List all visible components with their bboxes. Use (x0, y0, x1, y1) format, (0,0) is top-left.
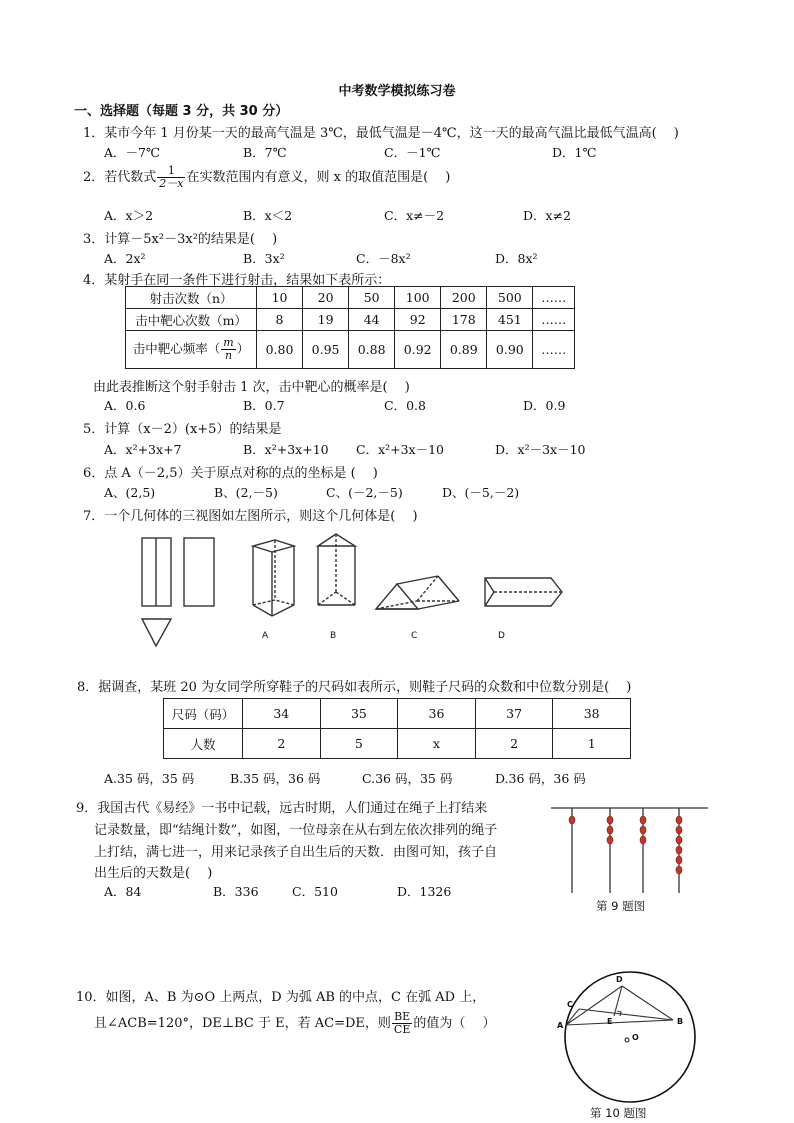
q8-option-a: A.35 码，35 码 (104, 771, 195, 786)
section-heading: 一、选择题（每题 3 分，共 30 分） (74, 104, 289, 119)
q4-cell: 0.90 (487, 331, 533, 369)
q10-caption: 第 10 题图 (590, 1106, 647, 1120)
q2-option-d: D．x≠2 (523, 208, 571, 223)
q4-cell: 20 (303, 287, 349, 309)
q8-row-label: 人数 (164, 729, 243, 759)
q4-cell: 178 (441, 309, 487, 331)
q8-cell: 34 (243, 699, 321, 729)
q9-option-b: B．336 (213, 884, 259, 899)
q10-fraction-num: BE (392, 1011, 412, 1024)
q10-fraction-den: CE (393, 1023, 411, 1036)
label-c: C (567, 1000, 573, 1009)
q8-cell: 37 (475, 699, 553, 729)
q8-option-c: C.36 码，35 码 (362, 771, 453, 786)
q3-stem: 3．计算－5x²－3x²的结果是( ) (83, 232, 278, 247)
q4-cell: 100 (395, 287, 441, 309)
label-b: B (677, 1017, 684, 1026)
q4-cell: 0.95 (303, 331, 349, 369)
q4-row3-label-post: ） (236, 341, 250, 356)
q6-option-c: C、(－2,－5) (326, 485, 403, 500)
q4-option-a: A．0.6 (104, 398, 146, 413)
q8-cell: 38 (553, 699, 631, 729)
q1-stem: 1．某市今年 1 月份某一天的最高气温是 3℃，最低气温是－4℃，这一天的最高气温比最低气温高( ) (83, 126, 679, 141)
q2-option-a: A．x＞2 (104, 208, 154, 223)
q4-cell: 200 (441, 287, 487, 309)
q7-stem: 7．一个几何体的三视图如左图所示，则这个几何体是( ) (83, 509, 418, 524)
segment-ad (566, 986, 622, 1025)
q8-cell: 2 (475, 729, 553, 759)
page-title: 中考数学模拟练习卷 (338, 84, 456, 99)
q10-line-1: 10．如图，A、B 为⊙O 上两点，D 为弧 AB 的中点，C 在弧 AD 上， (76, 990, 486, 1005)
q2-stem-pre: 2．若代数式 (83, 170, 157, 185)
q4-cell: …… (533, 287, 575, 309)
q4-after-text: 由此表推断这个射手射击 1 次，击中靶心的概率是( ) (93, 380, 410, 395)
q6-option-a: A、(2,5) (104, 485, 156, 500)
q4-cell: 451 (487, 309, 533, 331)
q4-cell: 0.92 (395, 331, 441, 369)
q2-option-c: C．x≠－2 (384, 208, 445, 223)
q4-option-c: C．0.8 (384, 398, 426, 413)
q1-option-b: B．7℃ (243, 145, 287, 160)
q5-option-c: C．x²+3x－10 (356, 442, 445, 457)
center-point (625, 1038, 629, 1042)
segment-ab (566, 1020, 673, 1025)
q8-option-b: B.35 码，36 码 (230, 771, 321, 786)
q1-option-d: D．1℃ (552, 145, 597, 160)
q5-option-d: D．x²－3x－10 (495, 442, 586, 457)
q9-caption: 第 9 题图 (596, 899, 646, 913)
q3-option-a: A．2x² (104, 251, 146, 266)
q7-label-a: A (262, 631, 269, 641)
q4-row3-frac-num: m (223, 336, 234, 349)
q8-cell: 2 (243, 729, 321, 759)
q9-option-a: A．84 (104, 884, 142, 899)
q4-stem: 4．某射手在同一条件下进行射击，结果如下表所示： (83, 273, 391, 288)
q4-cell: 10 (257, 287, 303, 309)
q8-cell: 5 (320, 729, 398, 759)
q3-option-c: C．－8x² (356, 251, 411, 266)
q4-cell: 50 (349, 287, 395, 309)
q5-option-b: B．x²+3x+10 (243, 442, 329, 457)
q4-option-d: D．0.9 (523, 398, 566, 413)
q4-cell: …… (533, 331, 575, 369)
q9-line-2: 记录数量，即“结绳计数”，如图，一位母亲在从右到左依次排列的绳子 (94, 823, 498, 838)
q4-row3-frac-den: n (224, 349, 233, 362)
q4-cell: 500 (487, 287, 533, 309)
q3-option-b: B．3x² (243, 251, 285, 266)
q4-row-label: 射击次数（n） (126, 287, 257, 309)
q8-cell: 1 (553, 729, 631, 759)
q8-option-d: D.36 码，36 码 (495, 771, 586, 786)
q9-line-1: 9．我国古代《易经》一书中记载，远古时期，人们通过在绳子上打结来 (76, 801, 488, 816)
q4-cell: 0.88 (349, 331, 395, 369)
q2-option-b: B．x＜2 (243, 208, 293, 223)
q5-option-a: A．x²+3x+7 (104, 442, 182, 457)
q4-cell: 19 (303, 309, 349, 331)
q4-cell: 44 (349, 309, 395, 331)
q9-line-3: 上打结，满七进一，用来记录孩子自出生后的天数．由图可知，孩子自 (94, 845, 498, 860)
label-d: D (616, 975, 623, 984)
q10-line-2-post: 的值为（ ） (413, 1016, 496, 1031)
q9-line-4: 出生后的天数是( ) (94, 866, 213, 881)
q4-cell: 92 (395, 309, 441, 331)
q6-option-b: B、(2,－5) (214, 485, 278, 500)
q7-label-c: C (411, 631, 418, 641)
q5-stem: 5．计算（x－2）(x+5）的结果是 (83, 422, 282, 437)
q2-stem-post: 在实数范围内有意义，则 x 的取值范围是( ) (186, 170, 451, 185)
q1-option-c: C．－1℃ (384, 145, 441, 160)
q8-row-label: 尺码（码） (164, 699, 243, 729)
q6-option-d: D、(－5,－2) (442, 485, 520, 500)
q4-row3-label-pre: 击中靶心频率（ (132, 341, 221, 356)
q8-stem: 8．据调查，某班 20 为女同学所穿鞋子的尺码如表所示，则鞋子尺码的众数和中位数分别是( ) (77, 680, 632, 695)
q4-cell: …… (533, 309, 575, 331)
q9-option-d: D．1326 (397, 884, 452, 899)
q3-option-d: D．8x² (495, 251, 538, 266)
q4-cell: 8 (257, 309, 303, 331)
q4-cell: 0.80 (257, 331, 303, 369)
q9-option-c: C．510 (292, 884, 338, 899)
q4-option-b: B．0.7 (243, 398, 285, 413)
q7-label-b: B (330, 631, 337, 641)
label-e: E (607, 1017, 613, 1026)
q8-cell: 35 (320, 699, 398, 729)
label-a: A (557, 1021, 564, 1030)
q6-stem: 6．点 A（－2,5）关于原点对称的点的坐标是 ( ) (83, 466, 378, 481)
q10-line-2-pre: 且∠ACB=120°，DE⊥BC 于 E，若 AC=DE，则 (94, 1016, 391, 1031)
q4-cell: 0.89 (441, 331, 487, 369)
q7-label-d: D (498, 631, 505, 641)
q8-cell: 36 (398, 699, 476, 729)
q4-row-label: 击中靶心次数（m） (126, 309, 257, 331)
q2-fraction-den: 2－x (159, 177, 184, 190)
q2-fraction-num: 1 (157, 165, 185, 178)
q1-option-a: A．－7℃ (104, 145, 160, 160)
q8-cell: x (398, 729, 476, 759)
label-o: O (632, 1033, 639, 1042)
